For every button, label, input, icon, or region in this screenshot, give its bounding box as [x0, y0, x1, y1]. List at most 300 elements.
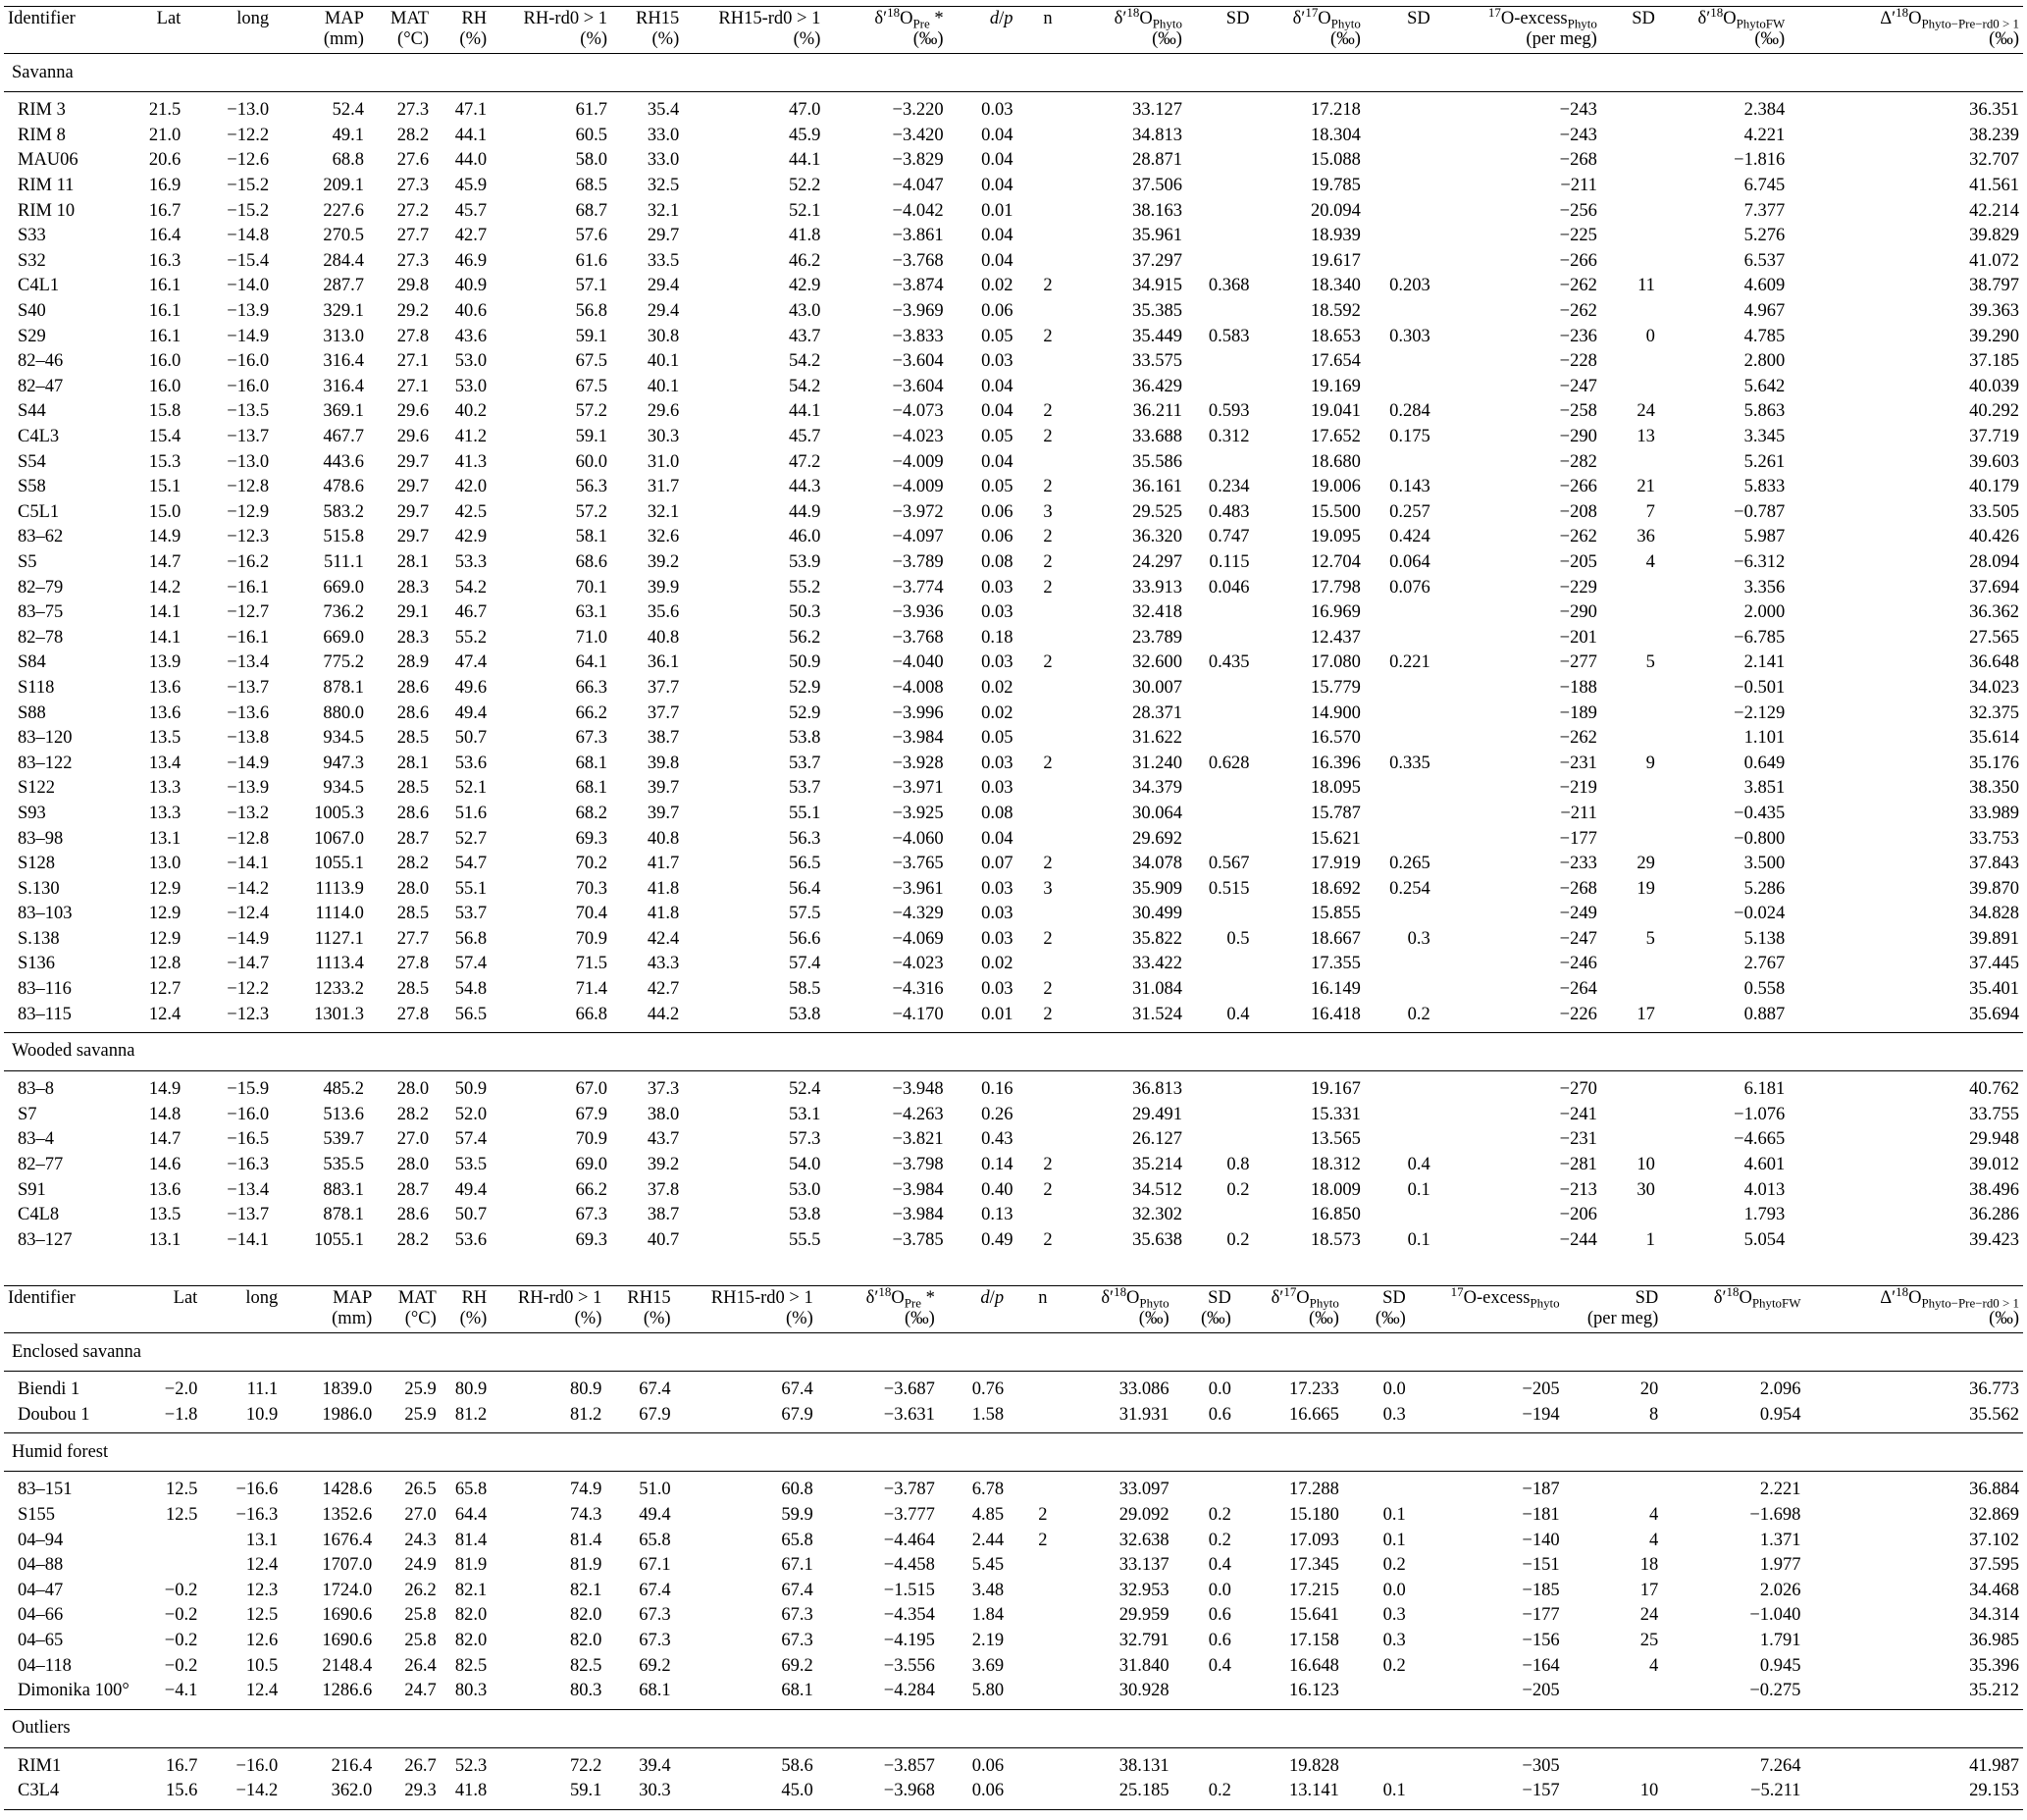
table-cell: 13.5	[148, 1205, 182, 1225]
table-cell: 52.1	[454, 778, 488, 799]
table-cell: 511.1	[323, 551, 364, 572]
table-cell: 0.16	[981, 1079, 1014, 1100]
table-cell: 15.855	[1310, 904, 1361, 924]
table-cell	[1016, 902, 1056, 927]
column-header	[1235, 1286, 1343, 1333]
table-cell: 775.2	[323, 652, 364, 673]
table-cell: −16.0	[235, 1755, 279, 1776]
table-cell: 0.03	[981, 351, 1014, 372]
table-cell: 55.1	[454, 878, 488, 899]
column-header	[817, 1286, 939, 1333]
table-cell: 41.072	[1969, 250, 2019, 271]
table-cell: 0.0	[1382, 1379, 1406, 1400]
table-cell: 82–77	[18, 1155, 64, 1175]
table-cell: 55.2	[789, 577, 821, 598]
table-cell	[1365, 198, 1434, 224]
table-cell: 2	[1043, 401, 1053, 422]
table-cell: 9	[1645, 753, 1655, 773]
table-cell: 13.565	[1310, 1129, 1361, 1150]
column-header-line: Lat	[173, 1288, 198, 1308]
table-cell: 58.5	[789, 979, 821, 1000]
table-row	[4, 802, 2023, 827]
table-cell: −15.2	[227, 200, 270, 221]
column-header-line: (%)	[793, 29, 821, 49]
table-cell	[1186, 1070, 1254, 1102]
table-cell: 0.593	[1208, 401, 1250, 422]
table-cell: 17.652	[1310, 427, 1361, 447]
column-header-line: n	[1043, 9, 1053, 28]
table-cell: 2	[1038, 1530, 1048, 1550]
table-cell: 27.3	[396, 100, 430, 121]
table-cell: 29.3	[404, 1781, 437, 1801]
table-cell: 82.0	[454, 1605, 488, 1626]
column-header	[1601, 7, 1659, 54]
table-cell	[1601, 198, 1659, 224]
table-cell: 28.5	[396, 728, 430, 749]
table-cell: −3.821	[892, 1129, 944, 1150]
table-cell: 52.1	[789, 200, 821, 221]
column-header-line: $\delta'^{18}O_{PhytoFW}$	[1713, 1285, 1801, 1311]
table-cell: −0.2	[164, 1605, 198, 1626]
table-cell: 50.3	[789, 602, 821, 623]
table-cell: Biendi 1	[18, 1379, 80, 1400]
table-cell: 11.1	[246, 1379, 279, 1400]
table-cell: 33.688	[1132, 427, 1182, 447]
table-row	[4, 876, 2023, 902]
table-cell: 82–79	[18, 577, 64, 598]
table-cell: 40.426	[1969, 527, 2019, 547]
table-cell: 29.7	[396, 451, 430, 472]
table-row	[4, 600, 2023, 626]
table-cell: −13.9	[227, 778, 270, 799]
table-cell: 0.1	[1382, 1781, 1406, 1801]
table-cell: 1724.0	[322, 1580, 373, 1600]
table-cell: 34.468	[1969, 1580, 2019, 1600]
table-cell: 2	[1043, 527, 1053, 547]
table-cell: 37.102	[1969, 1530, 2019, 1550]
table-cell: 29	[1637, 854, 1655, 874]
table-cell: 2.767	[1743, 954, 1786, 974]
table-cell: S33	[18, 226, 46, 246]
table-cell: 32.1	[647, 200, 680, 221]
table-cell: 12.4	[148, 1004, 182, 1024]
table-cell: S29	[18, 326, 46, 346]
table-cell	[1016, 124, 1056, 149]
table-cell: 28.2	[396, 854, 430, 874]
table-cell: 60.5	[575, 125, 608, 145]
table-cell: 0.747	[1208, 527, 1250, 547]
table-cell: 0.2	[1208, 1505, 1231, 1526]
table-cell	[141, 1553, 201, 1579]
column-header-line: (‰)	[905, 1309, 935, 1328]
table-cell: 16.850	[1310, 1205, 1361, 1225]
table-cell: 71.0	[575, 627, 608, 648]
column-header-line: $\delta'^{18}O_{PhytoFW}$	[1697, 6, 1786, 31]
table-cell: 270.5	[323, 226, 364, 246]
table-cell	[1186, 726, 1254, 752]
table-cell: 29.7	[647, 226, 680, 246]
table-row	[4, 148, 2023, 174]
table-cell: S128	[18, 854, 56, 874]
table-cell	[1601, 726, 1659, 752]
table-cell: 0.4	[1226, 1004, 1250, 1024]
table-cell: 40.6	[454, 301, 488, 322]
table-cell: 67.4	[639, 1379, 671, 1400]
table-cell: 27.0	[396, 1129, 430, 1150]
table-cell: 2	[1043, 477, 1053, 497]
table-cell: 67.4	[781, 1379, 813, 1400]
table-cell: 17	[1639, 1580, 1659, 1600]
table-cell: 67.3	[639, 1605, 671, 1626]
column-header	[282, 1286, 376, 1333]
table-cell: 53.7	[789, 778, 821, 799]
table-cell: 25.185	[1118, 1781, 1169, 1801]
table-cell: −2.0	[164, 1379, 198, 1400]
table-cell: 39.423	[1969, 1229, 2019, 1250]
table-cell: 0.04	[981, 125, 1014, 145]
table-cell: 1676.4	[322, 1530, 373, 1550]
table-cell: 40.2	[454, 401, 488, 422]
table-cell: 31.931	[1118, 1404, 1169, 1425]
table-cell: 40.7	[647, 1229, 680, 1250]
table-cell: −14.9	[227, 928, 270, 949]
table-cell: 47.2	[789, 451, 821, 472]
table-cell: 44.2	[647, 1004, 680, 1024]
table-cell: −0.2	[164, 1631, 198, 1651]
section-row	[4, 1433, 2023, 1472]
table-cell: 16.969	[1310, 602, 1361, 623]
table-cell: 32.1	[647, 501, 680, 522]
table-cell: 56.6	[789, 928, 821, 949]
table-cell: −4.097	[892, 527, 944, 547]
table-cell: −13.6	[227, 702, 270, 723]
table-cell	[1173, 1747, 1235, 1779]
table-cell	[1365, 449, 1434, 475]
table-row	[4, 1653, 2023, 1679]
table-cell: −256	[1559, 200, 1597, 221]
table-cell: 27.565	[1969, 627, 2019, 648]
table-cell: −16.0	[227, 376, 270, 396]
table-cell: 68.1	[575, 753, 608, 773]
table-cell: 41.8	[647, 878, 680, 899]
table-cell: −12.3	[227, 1004, 270, 1024]
table-cell	[1365, 952, 1434, 977]
table-cell: 18.312	[1310, 1155, 1361, 1175]
table-cell: 53.0	[789, 1179, 821, 1200]
table-cell: RIM1	[18, 1755, 62, 1776]
table-cell: 15.4	[148, 427, 182, 447]
table-cell: 29.491	[1132, 1104, 1182, 1124]
table-cell: 67.1	[639, 1555, 671, 1576]
table-cell: 28.1	[396, 753, 430, 773]
table-cell	[1016, 249, 1056, 275]
table-cell: −14.9	[227, 753, 270, 773]
table-cell: 362.0	[331, 1781, 373, 1801]
table-cell: 44.3	[789, 477, 821, 497]
table-cell	[1008, 1553, 1051, 1579]
table-cell: −0.800	[1734, 828, 1786, 849]
table-cell: −14.7	[227, 954, 270, 974]
table-cell: 70.1	[575, 577, 608, 598]
table-cell: 27.1	[396, 351, 430, 372]
table-cell	[1365, 349, 1434, 375]
table-cell: 51.0	[639, 1480, 671, 1500]
table-cell: 59.9	[781, 1505, 813, 1526]
table-row	[4, 1153, 2023, 1178]
table-cell: −13.7	[227, 677, 270, 698]
table-cell: 40.179	[1969, 477, 2019, 497]
column-header-line: (%)	[459, 29, 488, 49]
table-cell: S44	[18, 401, 46, 422]
column-header	[368, 7, 433, 54]
table-cell: 33.127	[1132, 100, 1182, 121]
table-cell: 53.0	[454, 351, 488, 372]
table-cell: −3.972	[892, 501, 944, 522]
table-cell: −4.047	[892, 176, 944, 196]
table-cell	[1365, 726, 1434, 752]
table-cell: 45.9	[789, 125, 821, 145]
table-cell: 44.0	[454, 150, 488, 171]
table-row	[4, 1603, 2023, 1629]
table-cell: 56.5	[789, 854, 821, 874]
table-cell: −249	[1559, 904, 1597, 924]
table-cell: 1301.3	[314, 1004, 364, 1024]
table-row	[4, 1002, 2023, 1032]
column-header	[1343, 1286, 1410, 1333]
table-cell: 32.791	[1118, 1631, 1169, 1651]
table-cell: 43.3	[647, 954, 680, 974]
table-cell	[1016, 198, 1056, 224]
table-cell: 0.954	[1759, 1404, 1801, 1425]
table-cell: 1.84	[971, 1605, 1005, 1626]
table-cell: 513.6	[323, 1104, 364, 1124]
table-cell: 57.6	[575, 226, 608, 246]
table-cell: 69.2	[639, 1655, 671, 1676]
table-cell	[1016, 349, 1056, 375]
table-cell: −233	[1559, 854, 1597, 874]
table-cell: 5.054	[1743, 1229, 1786, 1250]
table-cell: 53.9	[789, 551, 821, 572]
table-cell: 17.919	[1310, 854, 1361, 874]
table-cell: 52.0	[454, 1104, 488, 1124]
table-cell: 0.05	[981, 326, 1014, 346]
table-cell: C4L8	[18, 1205, 60, 1225]
table-cell	[1365, 977, 1434, 1003]
table-cell: 69.2	[781, 1655, 813, 1676]
table-cell: 57.4	[454, 1129, 488, 1150]
table-cell: 69.0	[575, 1155, 608, 1175]
table-row	[4, 1503, 2023, 1529]
table-cell: 0.5	[1226, 928, 1250, 949]
table-cell	[1186, 701, 1254, 726]
table-cell: −189	[1559, 702, 1597, 723]
table-cell: −140	[1522, 1530, 1560, 1550]
table-cell: −1.8	[164, 1404, 198, 1425]
table-cell: 70.9	[575, 1129, 608, 1150]
table-cell: 34.078	[1132, 854, 1182, 874]
table-cell: 56.8	[575, 301, 608, 322]
table-cell: 45.9	[454, 176, 488, 196]
table-cell: −1.076	[1734, 1104, 1786, 1124]
table-cell	[1186, 92, 1254, 124]
table-cell: 5.80	[971, 1681, 1005, 1701]
table-cell: 0.2	[1208, 1530, 1231, 1550]
table-cell: 30.8	[647, 326, 680, 346]
table-cell: S.138	[18, 928, 60, 949]
table-cell: −0.2	[164, 1580, 198, 1600]
table-cell: −0.024	[1734, 904, 1786, 924]
table-cell: 485.2	[323, 1079, 364, 1100]
table-cell	[1365, 1203, 1434, 1228]
table-cell: 30.007	[1132, 677, 1182, 698]
table-cell	[1186, 977, 1254, 1003]
table-cell	[1365, 826, 1434, 852]
table-cell: 55.5	[789, 1229, 821, 1250]
column-header-line: (per meg)	[1526, 29, 1597, 49]
table-cell: −3.948	[892, 1079, 944, 1100]
table-cell: 27.3	[396, 176, 430, 196]
column-header	[131, 7, 184, 54]
table-cell: 37.3	[647, 1079, 680, 1100]
table-cell: S32	[18, 250, 46, 271]
table-cell	[1016, 701, 1056, 726]
table-cell: −0.787	[1734, 501, 1786, 522]
table-cell: −181	[1522, 1505, 1560, 1526]
table-cell	[1016, 625, 1056, 650]
table-cell: 329.1	[323, 301, 364, 322]
table-cell: 0.483	[1208, 501, 1250, 522]
table-cell: 58.1	[575, 527, 608, 547]
table-row	[4, 1528, 2023, 1553]
table-cell: 0.1	[1407, 1229, 1430, 1250]
table-cell: −177	[1522, 1605, 1560, 1626]
table-cell: 50.9	[454, 1079, 488, 1100]
table-cell: −4.009	[892, 477, 944, 497]
column-header-line: $\Delta'^{18}O_{Phyto-Pre-rd0 > 1}$	[1880, 6, 2019, 31]
table-cell	[1008, 1372, 1051, 1403]
table-cell: −0.2	[164, 1655, 198, 1676]
section-title: Savanna	[4, 54, 2023, 92]
column-header-line: $^{17}$O-excess$_{Phyto}$	[1487, 6, 1597, 31]
column-header	[141, 1286, 201, 1333]
table-cell: 37.506	[1132, 176, 1182, 196]
table-cell: −3.968	[883, 1781, 935, 1801]
table-cell: 0.13	[981, 1205, 1014, 1225]
table-cell: 68.1	[575, 778, 608, 799]
table-row	[4, 1177, 2023, 1203]
table-cell	[1016, 952, 1056, 977]
table-cell: 36.1	[647, 652, 680, 673]
table-cell: 1.793	[1743, 1205, 1786, 1225]
table-cell: 55.1	[789, 803, 821, 823]
table-cell: −3.969	[892, 301, 944, 322]
table-row	[4, 174, 2023, 199]
table-cell: −12.4	[227, 904, 270, 924]
table-cell: 65.8	[781, 1530, 813, 1550]
table-cell	[1601, 952, 1659, 977]
column-header	[1564, 1286, 1663, 1333]
table-cell: 80.9	[454, 1379, 488, 1400]
table-cell: 36.813	[1132, 1079, 1182, 1100]
table-cell: 67.1	[781, 1555, 813, 1576]
table-cell: 18.939	[1310, 226, 1361, 246]
table-cell: 38.239	[1969, 125, 2019, 145]
table-cell: −282	[1559, 451, 1597, 472]
table-cell: 13.6	[148, 677, 182, 698]
table-cell: 0.1	[1407, 1179, 1430, 1200]
table-cell: 313.0	[323, 326, 364, 346]
table-cell: −3.785	[892, 1229, 944, 1250]
table-cell: S93	[18, 803, 46, 823]
table-cell	[1365, 299, 1434, 325]
table-cell: 2.44	[971, 1530, 1005, 1550]
table-cell: 40.762	[1969, 1079, 2019, 1100]
table-cell	[1008, 1629, 1051, 1654]
table-cell: 83–127	[18, 1229, 73, 1250]
table-cell: −4.284	[883, 1681, 935, 1701]
column-header	[675, 1286, 817, 1333]
table-cell: −213	[1559, 1179, 1597, 1200]
table-cell: 34.813	[1132, 125, 1182, 145]
column-header-line: SD	[1382, 1288, 1406, 1308]
table-cell: 5.138	[1743, 928, 1786, 949]
table-cell	[1016, 449, 1056, 475]
table-cell: −177	[1559, 828, 1597, 849]
table-cell	[1186, 449, 1254, 475]
table-cell	[1186, 198, 1254, 224]
table-cell: 17.355	[1310, 954, 1361, 974]
table-cell: 41.8	[647, 904, 680, 924]
table-cell: 0.2	[1382, 1655, 1406, 1676]
table-cell: 68.1	[781, 1681, 813, 1701]
table-cell: 880.0	[323, 702, 364, 723]
table-cell: 736.2	[323, 602, 364, 623]
table-cell: 56.2	[789, 627, 821, 648]
table-cell: 30.3	[647, 427, 680, 447]
table-cell: 0.175	[1389, 427, 1430, 447]
table-cell	[1343, 1679, 1410, 1709]
table-cell: 41.8	[789, 226, 821, 246]
table-cell: 2	[1043, 326, 1053, 346]
table-cell: 0.143	[1389, 477, 1430, 497]
table-cell: −13.5	[227, 401, 270, 422]
table-cell: −228	[1559, 351, 1597, 372]
table-cell: −247	[1559, 376, 1597, 396]
table-cell: 39.7	[647, 803, 680, 823]
table-cell: −12.3	[227, 527, 270, 547]
table-cell: 33.086	[1118, 1379, 1169, 1400]
table-cell: 539.7	[323, 1129, 364, 1150]
table-cell: 33.913	[1132, 577, 1182, 598]
table-cell: −12.2	[227, 979, 270, 1000]
table-cell	[141, 1528, 201, 1553]
table-cell: 42.9	[454, 527, 488, 547]
column-header-line: RH15	[636, 9, 680, 28]
table-cell: −13.4	[227, 1179, 270, 1200]
table-cell: −14.8	[227, 226, 270, 246]
table-cell: 58.6	[781, 1755, 813, 1776]
table-cell	[1186, 776, 1254, 802]
table-cell: 49.4	[454, 702, 488, 723]
table-cell	[1186, 802, 1254, 827]
table-cell: 16.149	[1310, 979, 1361, 1000]
table-cell: 4.85	[971, 1505, 1005, 1526]
table-cell: 53.8	[789, 1205, 821, 1225]
table-cell: 16.4	[148, 226, 182, 246]
table-cell: 28.2	[396, 1104, 430, 1124]
table-cell: 37.445	[1969, 954, 2019, 974]
table-cell: 16.665	[1288, 1404, 1339, 1425]
